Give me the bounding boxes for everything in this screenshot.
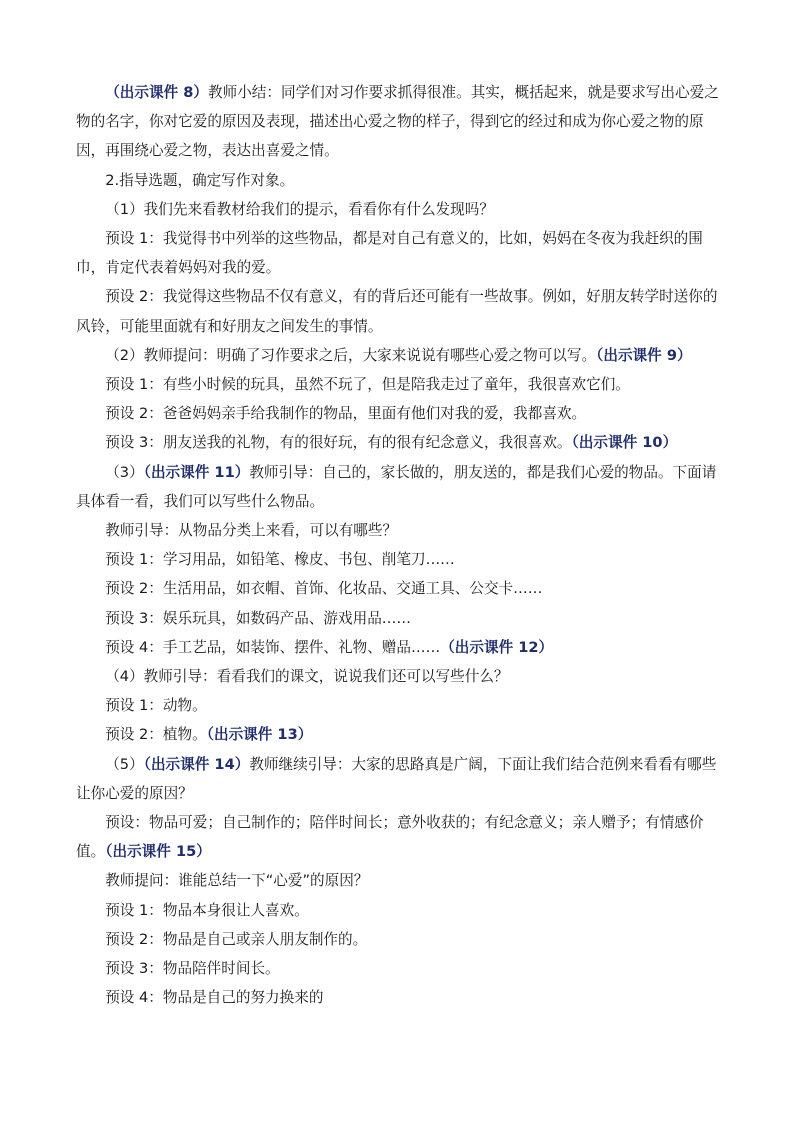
paragraph-text: 预设 2：生活用品，如衣帽、首饰、化妆品、交通工具、公交卡…… [105, 580, 543, 598]
paragraph-text: 预设 2：植物。 [105, 726, 207, 744]
paragraph-text: （2）教师提问：明确了习作要求之后，大家来说说有哪些心爱之物可以写。 [105, 346, 597, 364]
courseware-tag: （出示课件 12） [440, 638, 554, 656]
paragraph [76, 458, 722, 516]
paragraph-text: 预设：物品可爱；自己制作的；陪伴时间长；意外收获的；有纪念意义；亲人赠予；有情感价值。 [76, 814, 704, 861]
paragraph-text: 预设 4：手工艺品，如装饰、摆件、礼物、赠品…… [105, 638, 441, 656]
paragraph [76, 925, 722, 954]
paragraph [76, 720, 722, 749]
paragraph [76, 633, 722, 662]
paragraph [76, 516, 722, 545]
paragraph [76, 866, 722, 895]
paragraph [76, 574, 722, 603]
paragraph-text: 教师继续引导：大家的思路真是广阔，下面让我们结合范例来看看有哪些让你心爱的原因？ [76, 755, 717, 802]
paragraph-text: 预设 1：物品本身很让人喜欢。 [105, 901, 309, 919]
paragraph-text: 预设 1：我觉得书中列举的这些物品，都是对自己有意义的，比如，妈妈在冬夜为我赶织的围巾，肯定代表着妈妈对我的爱。 [76, 230, 703, 277]
paragraph-text: 教师引导：自己的，家长做的，朋友送的，都是我们心爱的物品。下面请具体看一看，我们可以写些什么物品。 [76, 463, 717, 510]
paragraph [76, 545, 722, 574]
paragraph [76, 195, 722, 224]
paragraph-text: 预设 3：物品陪伴时间长。 [105, 960, 280, 978]
paragraph-text: 预设 3：朋友送我的礼物，有的很好玩，有的很有纪念意义，我很喜欢。 [105, 434, 572, 452]
paragraph-text: （1）我们先来看教材给我们的提示，看看你有什么发现吗？ [105, 200, 494, 218]
paragraph [76, 78, 722, 166]
paragraph-text: 预设 1：学习用品，如铅笔、橡皮、书包、削笔刀…… [105, 551, 455, 569]
paragraph-text: 预设 2：物品是自己或亲人朋友制作的。 [105, 930, 368, 948]
paragraph [76, 166, 722, 195]
courseware-tag: （出示课件 15） [105, 843, 211, 861]
courseware-tag: （出示课件 13） [206, 726, 313, 744]
paragraph [76, 954, 722, 983]
courseware-tag: （出示课件 9） [596, 346, 692, 364]
paragraph [76, 983, 722, 1012]
paragraph-text: 教师引导：从物品分类上来看，可以有哪些？ [105, 522, 398, 540]
paragraph [76, 341, 722, 370]
paragraph-text: （5） [105, 755, 144, 773]
paragraph-text: 教师提问：谁能总结一下“心爱”的原因？ [105, 872, 369, 890]
paragraph [76, 691, 722, 720]
courseware-tag: （出示课件 8） [105, 84, 208, 101]
courseware-tag: （出示课件 11） [143, 463, 250, 481]
paragraph [76, 750, 722, 808]
paragraph [76, 399, 722, 428]
paragraph [76, 370, 722, 399]
paragraph-text: 2.指导选题，确定写作对象。 [105, 171, 295, 189]
paragraph [76, 662, 722, 691]
paragraph-text: 教师小结：同学们对习作要求抓得很准。其实，概括起来，就是要求写出心爱之物的名字，你对它爱的原因及表现，描述出心爱之物的样子，得到它的经过和成为你心爱之物的原因，再围绕心爱之物，表达出喜爱之情。 [76, 84, 719, 160]
courseware-tag: （出示课件 10） [571, 434, 678, 452]
paragraph [76, 808, 722, 866]
paragraph [76, 604, 722, 633]
paragraph [76, 282, 722, 340]
paragraph-text: （4）教师引导：看看我们的课文，说说我们还可以写些什么？ [105, 668, 509, 686]
paragraph [76, 428, 722, 457]
paragraph-text: 预设 3：娱乐玩具，如数码产品、游戏用品…… [105, 609, 411, 627]
courseware-tag: （出示课件 14） [143, 755, 250, 773]
paragraph-text: 预设 1：有些小时候的玩具，虽然不玩了，但是陪我走过了童年，我很喜欢它们。 [105, 376, 630, 394]
paragraph-text: 预设 2：我觉得这些物品不仅有意义，有的背后还可能有一些故事。例如，好朋友转学时送你的风铃，可能里面就有和好朋友之间发生的事情。 [76, 288, 718, 335]
paragraph-text: （3） [105, 463, 144, 481]
paragraph [76, 896, 722, 925]
document-body [76, 78, 722, 1013]
paragraph-text: 预设 2：爸爸妈妈亲手给我制作的物品，里面有他们对我的爱，我都喜欢。 [105, 405, 587, 423]
paragraph [76, 224, 722, 282]
paragraph-text: 预设 4：物品是自己的努力换来的 [105, 989, 324, 1007]
paragraph-text: 预设 1：动物。 [105, 697, 207, 715]
